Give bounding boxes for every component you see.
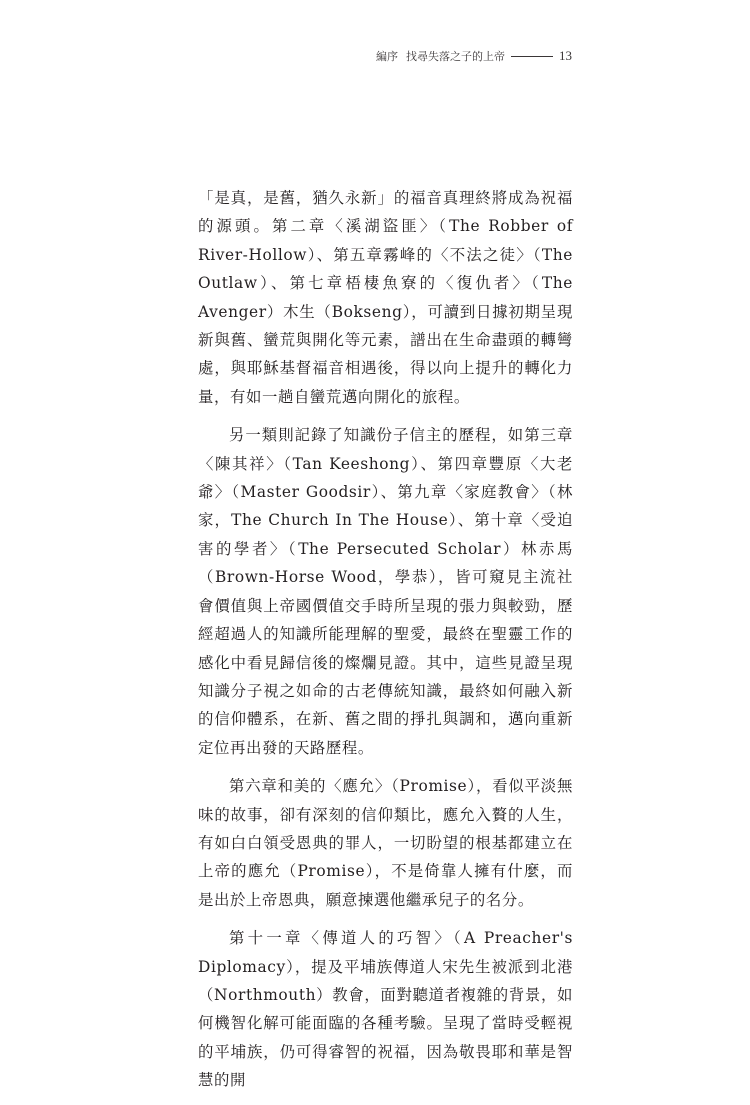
paragraph-3: 第六章和美的〈應允〉（Promise），看似平淡無味的故事，卻有深刻的信仰類比，應允入贅的人生，有如白白領受恩典的罪人，一切盼望的根基都建立在上帝的應允（Promise），不是倚靠人擁有什麼，而是出於上帝恩典，願意揀選他繼承兒子的名分。 <box>198 777 573 909</box>
paragraph-1: 「是真，是舊，猶久永新」的福音真理終將成為祝福的源頭。第二章〈溪湖盜匪〉（The Robber of River-Hollow）、第五章霧峰的〈不法之徒〉（The Outlaw）、第七章梧棲魚寮的〈復仇者〉（The Avenger）木生（Bokseng），可讀到日據初期呈現新與舊、蠻荒與開化等元素，譜出在生命盡頭的轉彎處，與耶穌基督福音相遇後，得以向上提升的轉化力量，有如一趟自蠻荒邁向開化的旅程。 <box>198 189 573 406</box>
header-chapter-title: 找尋失落之子的上帝 <box>406 50 505 63</box>
paragraph-4: 第十一章〈傳道人的巧智〉（A Preacher's Diplomacy），提及平埔族傳道人宋先生被派到北港（Northmouth）教會，面對聽道者複雜的背景，如何機智化解可能面臨的各種考驗。呈現了當時受輕視的平埔族，仍可得睿智的祝福，因為敬畏耶和華是智慧的開 <box>198 929 573 1090</box>
paragraph-2: 另一類則記錄了知識份子信主的歷程，如第三章〈陳其祥〉（Tan Keeshong）、第四章豐原〈大老爺〉（Master Goodsir）、第九章〈家庭教會〉（林家，The Church In The House）、第十章〈受迫害的學者〉（The Persecuted Scholar）林赤馬（Brown-Horse Wood，學恭），皆可窺見主流社會價值與上帝國價值交手時所呈現的張力與較勁，歷經超過人的知識所能理解的聖愛，最終在聖靈工作的感化中看見歸信後的燦爛見證。其中，這些見證呈現知識分子視之如命的古老傳統知識，最終如何融入新的信仰體系，在新、舊之間的掙扎與調和，邁向重新定位再出發的天路歷程。 <box>198 426 573 757</box>
body-text <box>198 184 573 1105</box>
running-header <box>376 47 572 65</box>
page-number: 13 <box>559 48 572 63</box>
header-section-label: 編序 <box>376 50 398 63</box>
header-rule <box>511 56 553 57</box>
